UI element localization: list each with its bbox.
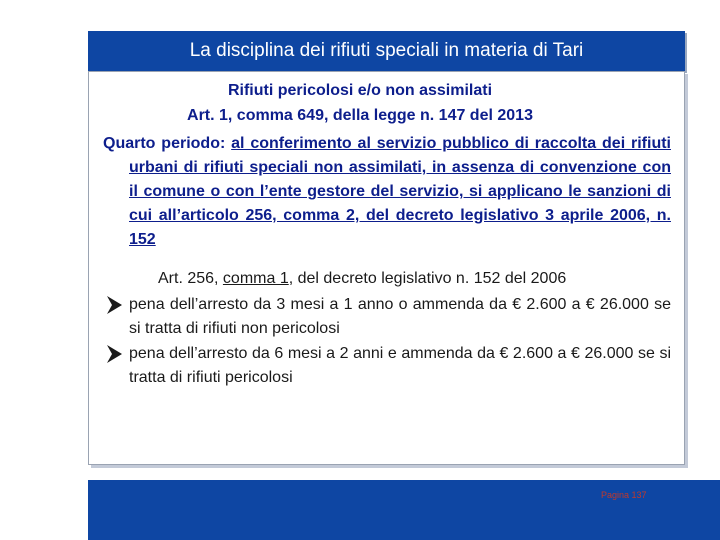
bullet-text: pena dell’arresto da 3 mesi a 1 anno o ammenda da € 2.600 a € 26.000 se si tratta di rifiuti non pericolosi: [129, 296, 671, 337]
slide-title-bar: [88, 31, 685, 71]
quarto-periodo-paragraph: [103, 132, 671, 252]
art-256-heading: [158, 270, 566, 288]
paragraph-body: al conferimento al servizio pubblico di raccolta dei rifiuti urbani di rifiuti speciali non assimilati, in assenza di convenzione con il comune o con l’ente gestore del servizio, si applicano le sanzioni di cui all’articolo 256, comma 2, del decreto legislativo 3 aprile 2006, n. 152: [129, 135, 671, 248]
art-comma-underlined: comma 1: [222, 270, 289, 287]
paragraph-lead: Quarto periodo:: [103, 135, 226, 152]
footer-bar: [88, 480, 720, 540]
heading-rifiuti-pericolosi: Rifiuti pericolosi e/o non assimilati: [227, 82, 493, 99]
arrow-bullet-icon: [103, 294, 125, 316]
heading-legal-reference: Art. 1, comma 649, della legge n. 147 del 2013: [187, 107, 533, 124]
bullet-item: [103, 293, 671, 341]
slide-title: La disciplina dei rifiuti speciali in materia di Tari: [189, 40, 584, 61]
art-prefix: Art. 256,: [158, 270, 223, 287]
arrow-bullet-icon: [103, 343, 125, 365]
content-box: [88, 71, 685, 465]
art-suffix: , del decreto legislativo n. 152 del 2006: [288, 270, 567, 287]
bullet-text: pena dell’arresto da 6 mesi a 2 anni e ammenda da € 2.600 a € 26.000 se si tratta di rifiuti pericolosi: [129, 345, 671, 386]
bullet-item: [103, 342, 671, 390]
page-number: Pagina 137: [601, 490, 647, 500]
